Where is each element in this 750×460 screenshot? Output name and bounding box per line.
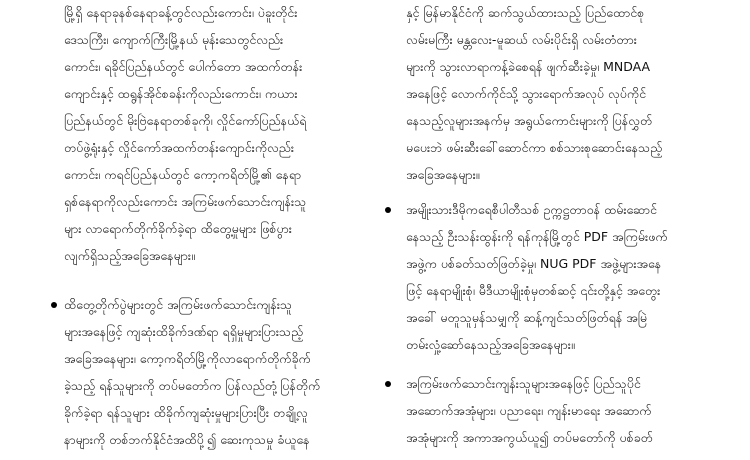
text-line: လျက်ရှိသည့်အခြေအနေများ။ [64, 248, 195, 263]
text-line: များ လာရောက်တိုက်ခိုက်ခဲ့ရာ ထိတွေ့မှုများ ဖြစ်ပွား [64, 221, 292, 236]
bullet-dot-icon [385, 381, 391, 387]
text-line: အဆောက်အအုံများ၊ ပညာရေး၊ ကျန်းမာရေး အဆောက် [406, 403, 652, 418]
text-line: ဒေသကြီး၊ ကျောက်ကြီးမြို့နယ် မုန်းသေတွင်လည်း [64, 32, 284, 47]
text-line: များအနေဖြင့် ကျဆုံးထိခိုက်ဒဏ်ရာ ရရှိမှုများပြားသည့် [64, 324, 304, 339]
text-line: အနေဖြင့် လောက်ကိုင်သို့ သွားရောက်အလုပ် လုပ်ကိုင် [406, 86, 647, 101]
text-line: နေသည့် ဦးသန်းထွန်းကို ရန်ကုန်မြို့တွင် PDF အကြမ်းဖက် [406, 229, 668, 244]
text-line: အဖွဲ့က ပစ်ခတ်သတ်ဖြတ်ခဲ့မှု၊ NUG PDF အဖွဲ့များအနေ [406, 256, 662, 271]
text-line: ခိုက်ခဲ့ရာ ရန်သူများ ထိခိုက်ကျဆုံးမှုများပြားပြီး တချို့လူ [64, 405, 308, 420]
text-line: အခြေအနေများ။ [406, 167, 480, 182]
text-line: ပြည်နယ်တွင် မိုးဗြဲနေရာတစ်ခုကို၊ လှိုင်ကော်ပြည်နယ်ရဲ [64, 113, 307, 128]
bullet-dot-icon [51, 302, 57, 308]
text-line: အခေါ် မတူသူမှန်သမျှကို ဆန့်ကျင်သတ်ဖြတ်ရန် အမြဲ [406, 310, 648, 325]
text-line: အကြမ်းဖက်သောင်းကျန်းသူများအနေဖြင့် ပြည်သူပိုင် [406, 376, 641, 391]
text-line: ထိတွေ့တိုက်ပွဲများတွင် အကြမ်းဖက်သောင်းကျန်းသူ [64, 297, 293, 312]
text-line: ကျောင်းနှင့် ထရွန်အိုင်စခန်းကိုလည်းကောင်း၊ ကယား [64, 86, 298, 101]
text-line: ခဲ့သည့် ရန်သူများကို တပ်မတော်က ပြန်လည်တုံ့ပြန်တိုက် [64, 378, 321, 393]
text-line: အခြေအနေများ၊ ကော့ကရိတ်မြို့ကိုလာရောက်တိုက်ခိုက် [64, 351, 311, 366]
text-line: အမျိုးသားဒီမိုကရေစီပါတီသစ် ဥက္ကဋ္ဌတာဝန် ထမ်းဆောင် [406, 202, 657, 217]
text-line: ကောင်း၊ ရခိုင်ပြည်နယ်တွင် ပေါက်တော အထက်တန်း [64, 59, 303, 74]
text-line: တပ်ဖွဲ့ရုံးနှင့် လှိုင်ကော်အထက်တန်းကျောင်းကိုလည်း [64, 140, 295, 155]
text-line: နှင့် မြန်မာနိုင်ငံကို ဆက်သွယ်ထားသည့် ပြည်ထောင်စု [406, 5, 645, 20]
text-line: ဖြင့် နေရာမျိုးစုံ၊ မီဒီယာမျိုးစုံမှတစ်ဆင့် ၎င်းတို့နှင့် အတွေး [406, 283, 661, 298]
text-line: အအုံများကို အကာအကွယ်ယူ၍ တပ်မတော်ကို ပစ်ခတ် [406, 430, 653, 445]
text-line: လမ်းမကြီး မန္တလေး-မူဆယ် လမ်းပိုင်းရှိ လမ်းတံတား [406, 32, 637, 47]
text-line: နေသည့်လူများအနက်မှ အရွယ်ကောင်းများကို ပြန်လွှတ် [406, 113, 653, 128]
text-line: ရှစ်နေရာကိုလည်းကောင်း အကြမ်းဖက်သောင်းကျန်းသူ [64, 194, 307, 209]
bullet-dot-icon [385, 207, 391, 213]
text-line: မပေးဘဲ ဖမ်းဆီးခေါ်ဆောင်ကာ စစ်သားစုဆောင်းနေသည့် [406, 140, 663, 155]
text-line: မြို့ရှိ နေရာခုနစ်နေရာခန့်တွင်လည်းကောင်း၊ ပဲခူးတိုင်း [64, 5, 298, 20]
text-line: တမ်းလှုံ့ဆော်နေသည့်အခြေအနေများ။ [406, 337, 575, 352]
text-line: ကောင်း၊ ကရင်ပြည်နယ်တွင် ကော့ကရိတ်မြို့၏ နေရာ [64, 167, 302, 182]
text-line: များကို သွားလာရာကန့်ခဲစေရန် ဖျက်ဆီးခဲ့မှု၊ MNDAA [406, 59, 651, 74]
text-line: နာများကို တစ်ဘက်နိုင်ငံအထိပို့၍ ဆေးကုသမှု ခံယူနေ [64, 432, 310, 447]
